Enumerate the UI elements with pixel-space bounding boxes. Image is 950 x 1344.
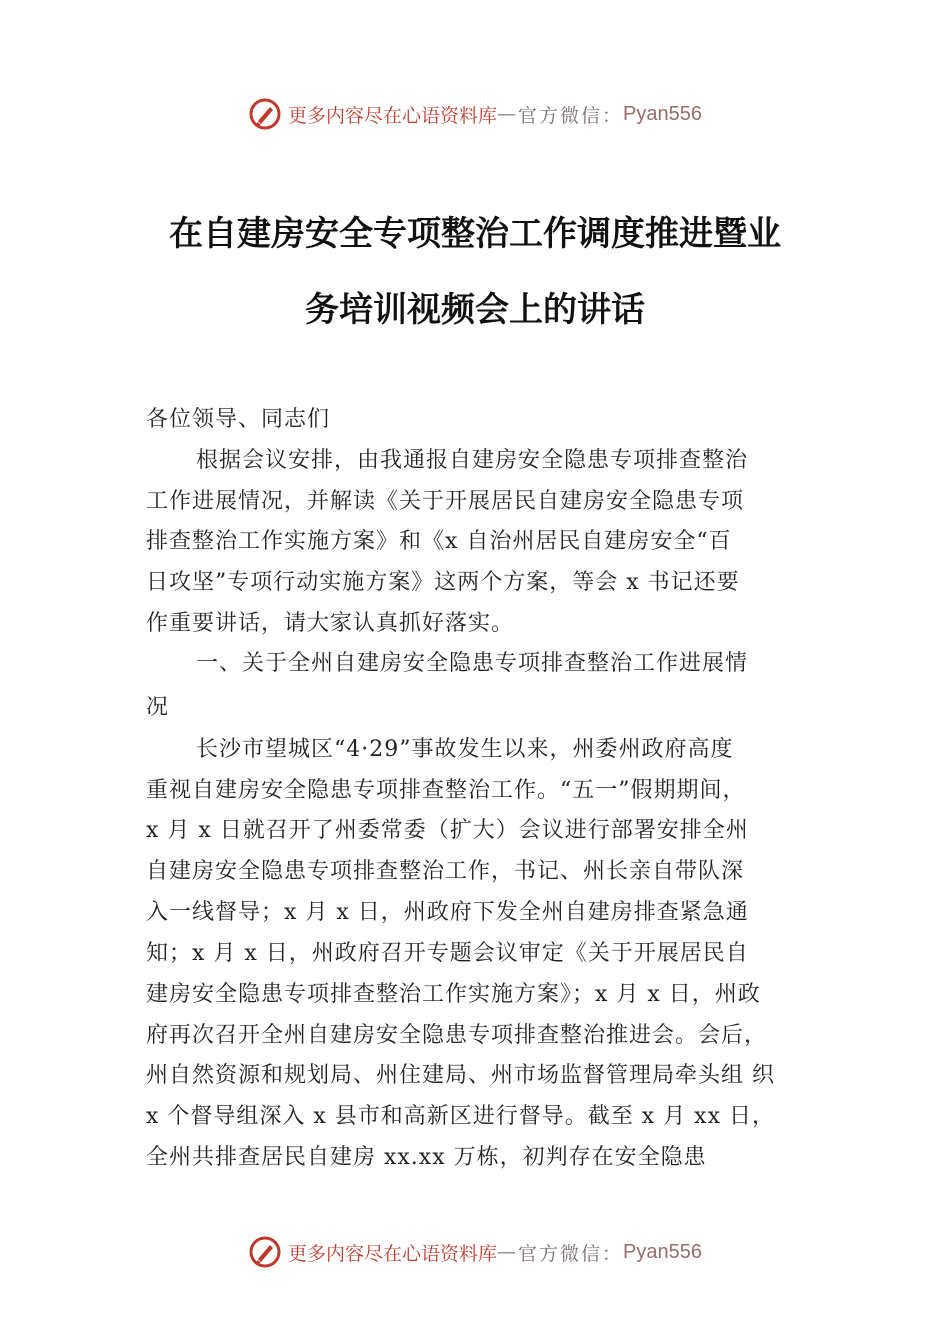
- pen-logo-icon: [248, 1235, 282, 1269]
- paragraph-line: 长沙市望城区“4·29”事故发生以来，州委州政府高度: [196, 737, 734, 762]
- paragraph-line: 日攻坚”专项行动实施方案》这两个方案，等会 x 书记还要: [146, 570, 740, 595]
- paragraph-line: 州自然资源和规划局、州住建局、州市场监督管理局牵头组 织: [146, 1063, 775, 1088]
- banner-text: 更多内容尽在心语资料库: [288, 1242, 498, 1265]
- section-heading-line: 一、关于全州自建房安全隐患专项排查整治工作进展情: [196, 651, 749, 676]
- wechat-id: Pyan556: [623, 102, 702, 125]
- header-watermark-banner: [0, 94, 950, 134]
- wechat-label: 官方微信：: [518, 104, 624, 127]
- wechat-id: Pyan556: [623, 1240, 702, 1263]
- banner-text: 更多内容尽在心语资料库: [288, 104, 498, 127]
- document-title-line-1: 在自建房安全专项整治工作调度推进暨业: [169, 214, 781, 254]
- paragraph-line: 工作进展情况，并解读《关于开展居民自建房安全隐患专项: [146, 489, 745, 514]
- paragraph-line: x 个督导组深入 x 县市和高新区进行督导。截至 x 月 xx 日，: [146, 1104, 775, 1129]
- document-title-line-2: 务培训视频会上的讲话: [305, 290, 645, 330]
- paragraph-line: x 月 x 日就召开了州委常委（扩大）会议进行部署安排全州: [146, 818, 749, 843]
- paragraph-line: 根据会议安排，由我通报自建房安全隐患专项排查整治: [196, 448, 749, 473]
- footer-watermark-banner: [0, 1232, 950, 1272]
- paragraph-line: 知；x 月 x 日，州政府召开专题会议审定《关于开展居民自: [146, 941, 749, 966]
- paragraph-line: 府再次召开全州自建房安全隐患专项排查整治推进会。会后，: [146, 1023, 768, 1048]
- paragraph-line: 自建房安全隐患专项排查整治工作，书记、州长亲自带队深: [146, 859, 745, 884]
- section-heading-line: 况: [146, 695, 170, 720]
- salutation: 各位领导、同志们: [146, 407, 331, 432]
- paragraph-line: 入一线督导；x 月 x 日，州政府下发全州自建房排查紧急通: [146, 900, 749, 925]
- pen-logo-icon: [248, 97, 282, 131]
- banner-dash: —: [497, 103, 517, 125]
- banner-dash: —: [497, 1241, 517, 1263]
- paragraph-line: 作重要讲话，请大家认真抓好落实。: [146, 611, 515, 636]
- paragraph-line: 排查整治工作实施方案》和《x 自治州居民自建房安全“百: [146, 529, 732, 554]
- paragraph-line: 全州共排查居民自建房 xx.xx 万栋，初判存在安全隐患: [146, 1145, 707, 1170]
- paragraph-line: 重视自建房安全隐患专项排查整治工作。“五一”假期期间，: [146, 778, 746, 803]
- paragraph-line: 建房安全隐患专项排查整治工作实施方案》；x 月 x 日，州政: [146, 982, 761, 1007]
- wechat-label: 官方微信：: [518, 1242, 624, 1265]
